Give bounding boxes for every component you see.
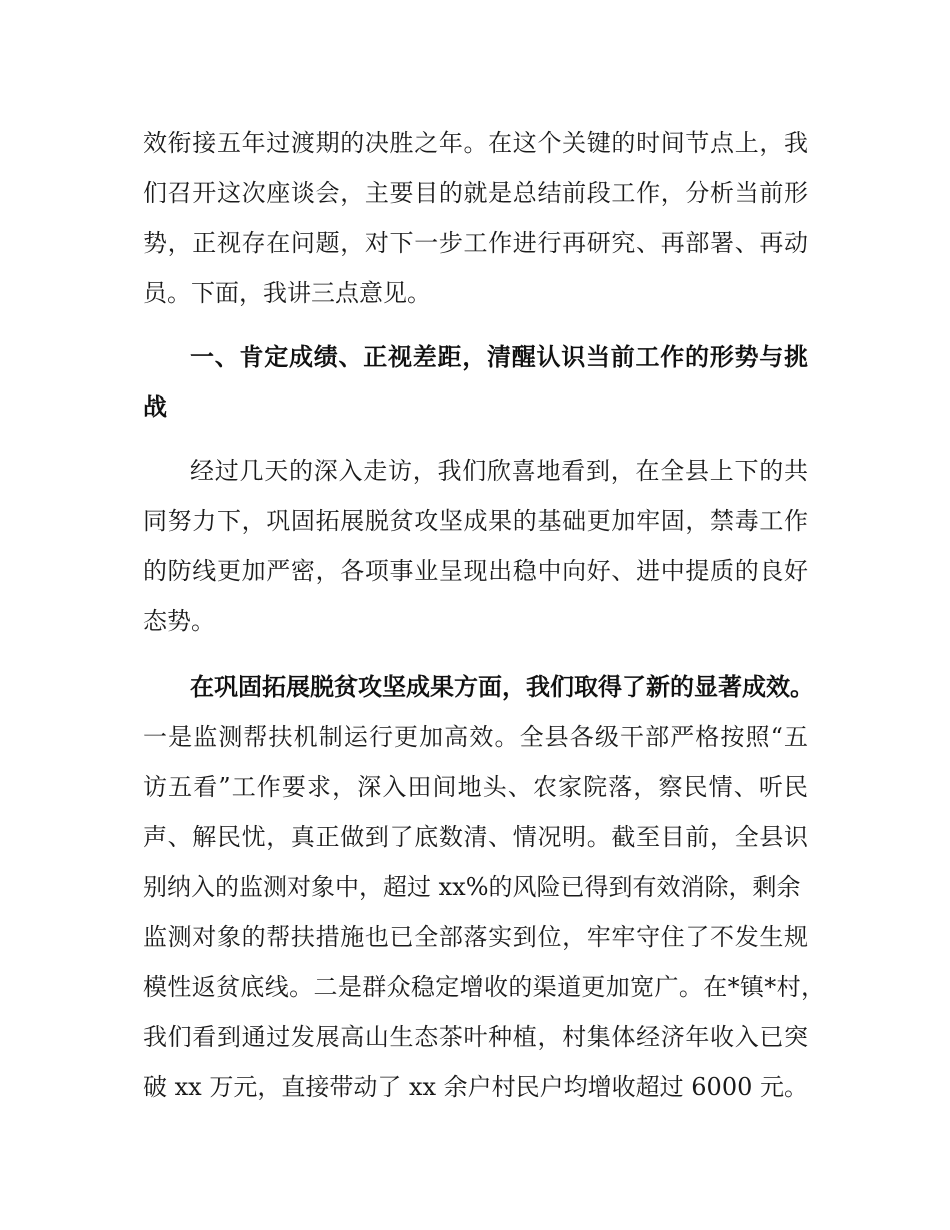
intro-line-4: 员。下面，我讲三点意见。	[143, 279, 431, 307]
section-heading-line-2: 战	[143, 393, 167, 421]
intro-line-2: 们召开这次座谈会，主要目的就是总结前段工作，分析当前形	[143, 179, 808, 207]
paragraph2-line-2: 访五看”工作要求，深入田间地头、农家院落，察民情、听民	[143, 773, 808, 801]
paragraph1-line-1: 经过几天的深入走访，我们欣喜地看到，在全县上下的共	[190, 457, 808, 485]
paragraph2-line-5: 监测对象的帮扶措施也已全部落实到位，牢牢守住了不发生规	[143, 923, 808, 951]
paragraph1-line-4: 态势。	[143, 607, 215, 635]
subheading-poverty: 在巩固拓展脱贫攻坚成果方面，我们取得了新的显著成效。	[190, 673, 814, 701]
intro-line-3: 势，正视存在问题，对下一步工作进行再研究、再部署、再动	[143, 229, 808, 257]
intro-line-1: 效衔接五年过渡期的决胜之年。在这个关键的时间节点上，我	[143, 129, 808, 157]
paragraph2-line-8: 破 xx 万元，直接带动了 xx 余户村民户均增收超过 6000 元。	[143, 1073, 808, 1101]
section-heading-line-1: 一、肯定成绩、正视差距，清醒认识当前工作的形势与挑	[190, 343, 808, 371]
paragraph1-line-2: 同努力下，巩固拓展脱贫攻坚成果的基础更加牢固，禁毒工作	[143, 507, 808, 535]
paragraph2-line-7: 我们看到通过发展高山生态茶叶种植，村集体经济年收入已突	[143, 1023, 808, 1051]
paragraph2-line-3: 声、解民忧，真正做到了底数清、情况明。截至目前，全县识	[143, 823, 808, 851]
paragraph2-line-1: 一是监测帮扶机制运行更加高效。全县各级干部严格按照“五	[143, 723, 808, 751]
paragraph2-line-6: 模性返贫底线。二是群众稳定增收的渠道更加宽广。在*镇*村，	[143, 973, 825, 1001]
paragraph1-line-3: 的防线更加严密，各项事业呈现出稳中向好、进中提质的良好	[143, 557, 808, 585]
paragraph2-line-4: 别纳入的监测对象中，超过 xx%的风险已得到有效消除，剩余	[143, 873, 801, 901]
